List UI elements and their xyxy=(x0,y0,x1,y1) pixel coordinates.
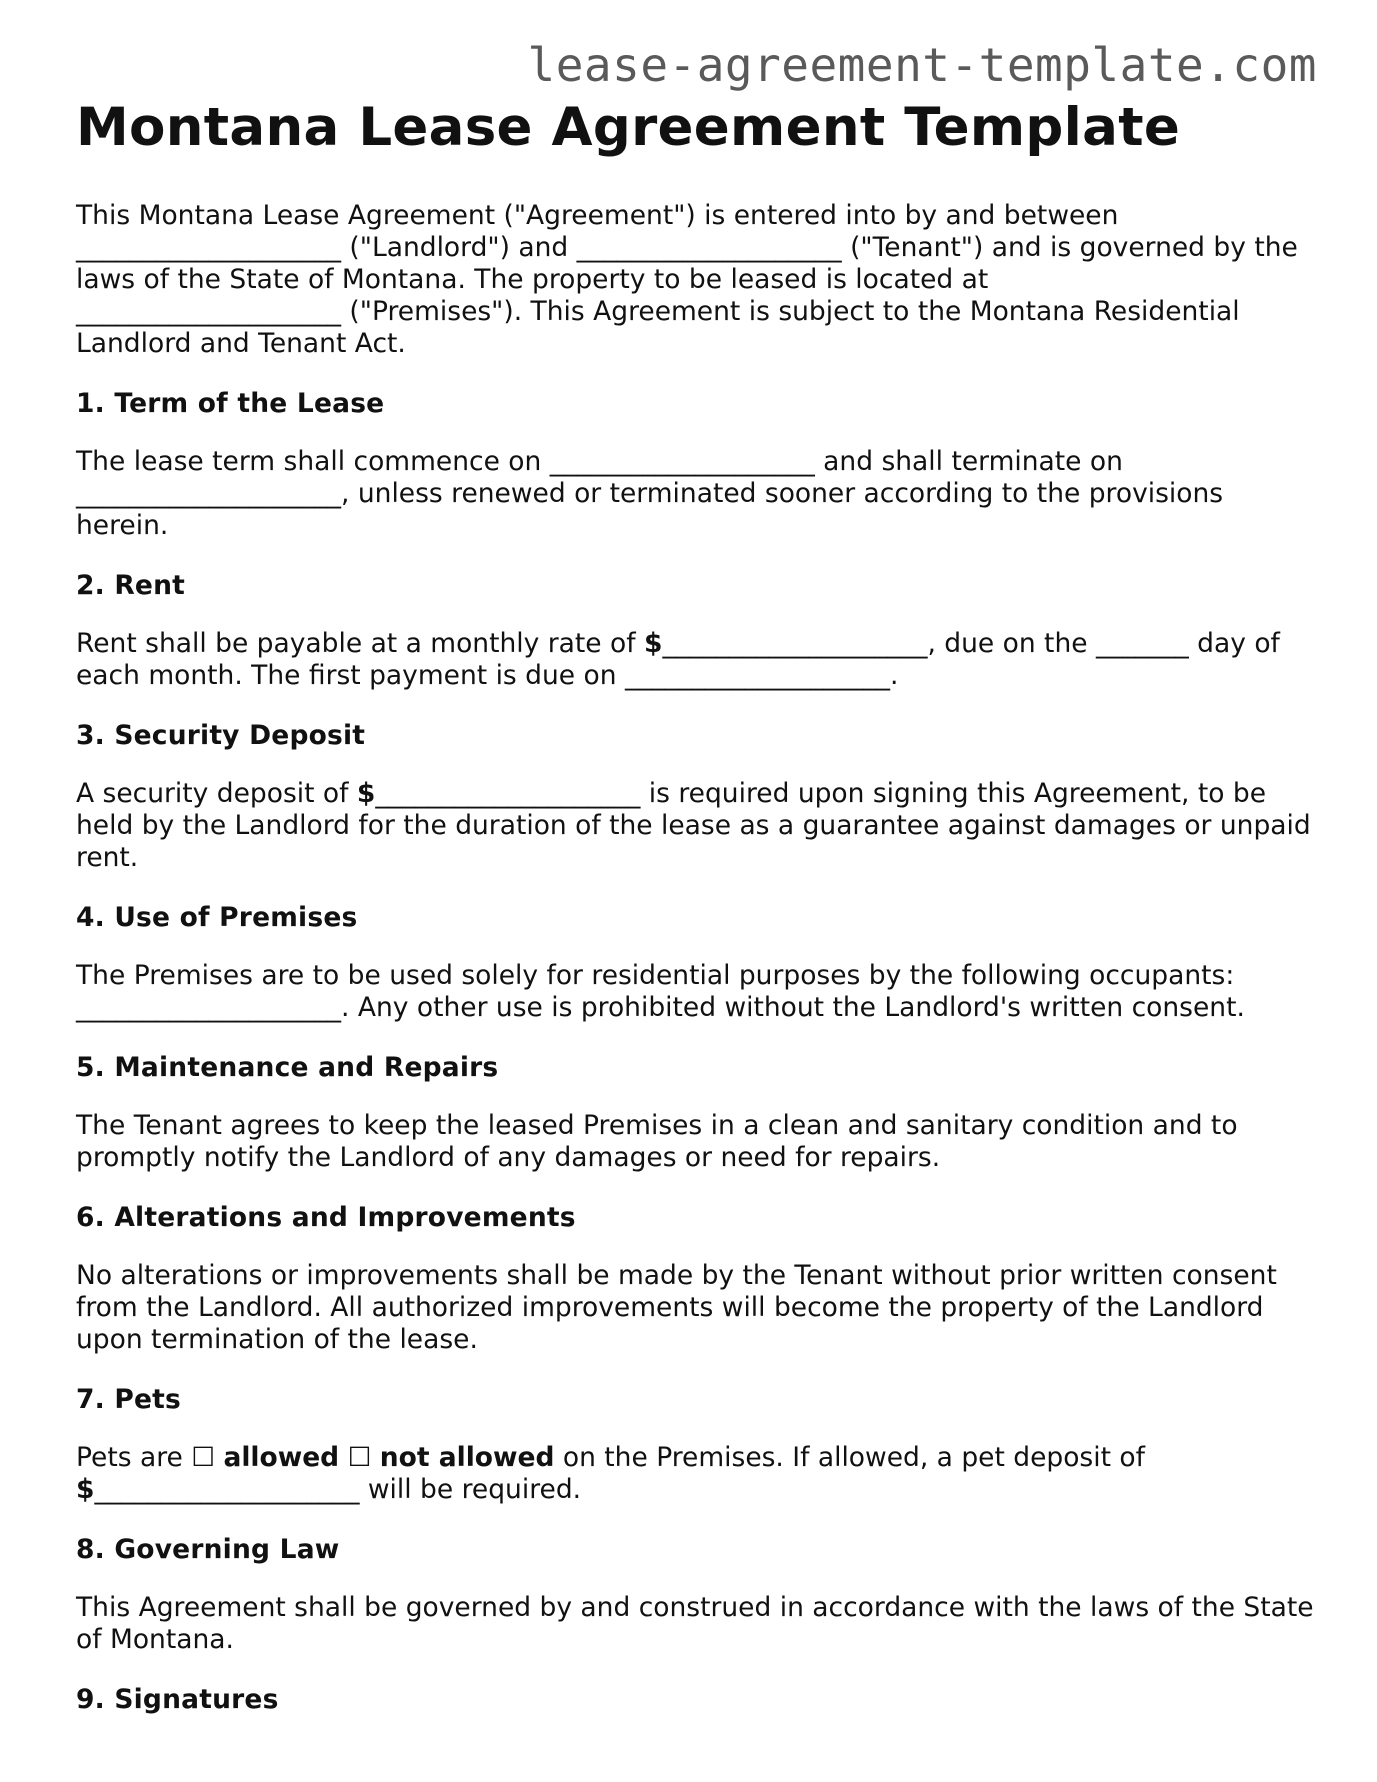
pets-not-allowed-option: not allowed xyxy=(379,1441,555,1473)
dollar-sign: $ xyxy=(76,1473,95,1505)
pet-deposit-amount-blank[interactable]: ____________________ xyxy=(94,1473,360,1505)
alterations-paragraph: No alterations or improvements shall be made by the Tenant without prior written consent from the Landlord. All authorized improvements will become the property of the Landlord upon termination of the lease. xyxy=(76,1259,1277,1355)
pets-paragraph: Pets are ☐ allowed ☐ not allowed on the Premises. If allowed, a pet deposit of $____________________ will be required. xyxy=(76,1441,1145,1505)
section-heading-maintenance: 5. Maintenance and Repairs xyxy=(76,1051,499,1083)
lease-document xyxy=(76,96,1316,1742)
section-heading-use-of-premises: 4. Use of Premises xyxy=(76,901,358,933)
security-deposit-paragraph: A security deposit of $____________________ is required upon signing this Agreement, to be held by the Landlord for the duration of the lease as a guarantee against damages or unpaid rent. xyxy=(76,777,1311,873)
dollar-sign: $ xyxy=(356,777,376,809)
section-heading-alterations: 6. Alterations and Improvements xyxy=(76,1201,576,1233)
site-watermark: lease-agreement-template.com xyxy=(527,38,1317,92)
first-payment-date-blank[interactable]: ____________________ xyxy=(624,659,890,691)
document-title: Montana Lease Agreement Template xyxy=(76,97,1181,158)
security-deposit-amount-blank[interactable]: ____________________ xyxy=(375,777,641,809)
pets-allowed-checkbox-icon[interactable]: ☐ xyxy=(191,1441,216,1473)
premises-address-blank[interactable]: ____________________ xyxy=(76,295,341,327)
maintenance-paragraph: The Tenant agrees to keep the leased Premises in a clean and sanitary condition and to promptly notify the Landlord of any damages or need for repairs. xyxy=(76,1109,1238,1173)
pets-not-allowed-checkbox-icon[interactable]: ☐ xyxy=(347,1441,372,1473)
governing-law-paragraph: This Agreement shall be governed by and construed in accordance with the laws of the State of Montana. xyxy=(76,1591,1314,1655)
section-heading-rent: 2. Rent xyxy=(76,569,186,601)
dollar-sign: $ xyxy=(643,627,663,659)
due-day-blank[interactable]: _______ xyxy=(1095,627,1189,659)
section-heading-security-deposit: 3. Security Deposit xyxy=(76,719,366,751)
term-paragraph: The lease term shall commence on ____________________ and shall terminate on ____________________, unless renewed or terminated sooner according to the provisions herein. xyxy=(76,445,1224,541)
tenant-name-blank[interactable]: ____________________ xyxy=(576,231,842,263)
pets-allowed-option: allowed xyxy=(223,1441,340,1473)
lease-end-date-blank[interactable]: ____________________ xyxy=(76,477,341,509)
monthly-rent-blank[interactable]: ____________________ xyxy=(662,627,928,659)
landlord-name-blank[interactable]: ____________________ xyxy=(76,231,341,263)
use-of-premises-paragraph: The Premises are to be used solely for residential purposes by the following occupants: ____________________. Any other use is prohibited without the Landlord's written consent. xyxy=(76,959,1245,1023)
section-heading-pets: 7. Pets xyxy=(76,1383,181,1415)
section-heading-term: 1. Term of the Lease xyxy=(76,387,385,419)
lease-start-date-blank[interactable]: ____________________ xyxy=(549,445,815,477)
rent-paragraph: Rent shall be payable at a monthly rate of $____________________, due on the _______ day of each month. The first payment is due on ____________________. xyxy=(76,627,1280,691)
occupants-blank[interactable]: ____________________ xyxy=(76,991,341,1023)
section-heading-governing-law: 8. Governing Law xyxy=(76,1533,340,1565)
section-heading-signatures: 9. Signatures xyxy=(76,1683,279,1715)
intro-paragraph: This Montana Lease Agreement ("Agreement") is entered into by and between ____________________ ("Landlord") and ____________________ ("Tenant") and is governed by the laws of the State of Montana. The property to be leased is located at ____________________ ("Premises"). This Agreement is subject to the Montana Residential Landlord and Tenant Act. xyxy=(76,199,1298,359)
